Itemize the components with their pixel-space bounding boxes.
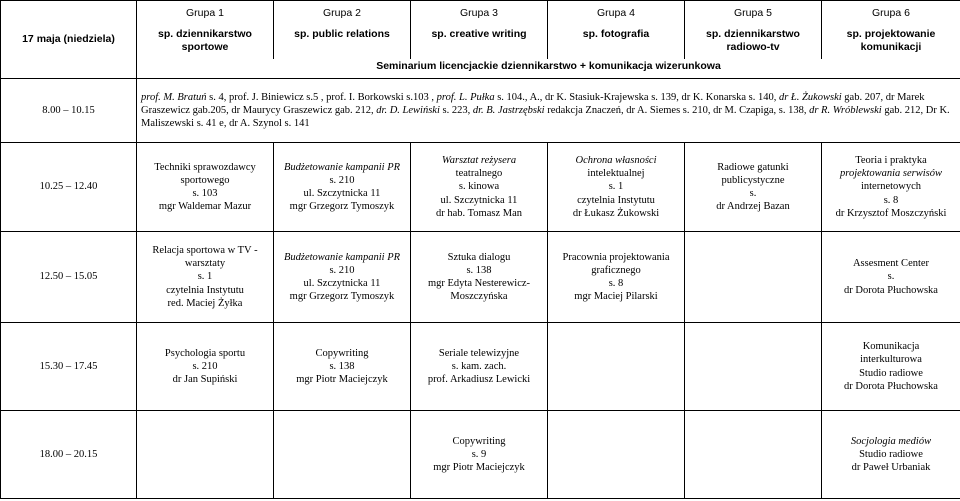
- class-cell: [137, 143, 274, 232]
- class-title: Radiowe gatunki: [717, 161, 789, 173]
- class-title: Socjologia mediów: [850, 435, 932, 447]
- empty-cell: [685, 323, 822, 411]
- class-cell: [411, 411, 548, 499]
- class-cell: [548, 232, 685, 323]
- class-teacher: mgr Grzegorz Tymoszyk: [289, 291, 395, 303]
- class-cell: [685, 143, 822, 232]
- class-teacher: mgr Maciej Pilarski: [574, 291, 658, 303]
- time-cell: 12.50 – 15.05: [1, 232, 137, 323]
- specialization-label: sp. fotografia: [548, 27, 685, 59]
- class-title: Komunikacja: [862, 341, 920, 353]
- class-title: Budżetowanie kampanii PR: [283, 161, 401, 173]
- class-title: Copywriting: [452, 435, 506, 447]
- class-room: s. 138: [329, 360, 355, 372]
- class-title: projektowania serwisów: [840, 168, 942, 180]
- class-title: Sztuka dialogu: [447, 251, 511, 263]
- class-room: s. 8: [608, 278, 624, 289]
- class-cell: [822, 411, 960, 499]
- empty-cell: [685, 232, 822, 323]
- class-cell: [822, 143, 960, 232]
- class-room: Studio radiowe: [859, 448, 923, 460]
- class-title: intelektualnej: [587, 168, 645, 180]
- class-cell: [411, 143, 548, 232]
- class-title: Teoria i praktyka: [855, 155, 927, 167]
- class-title: teatralnego: [455, 168, 503, 180]
- class-title: Seriale telewizyjne: [438, 347, 520, 359]
- timeslot-row: [1, 232, 960, 323]
- class-room: s. 210: [329, 174, 355, 186]
- empty-cell: [685, 411, 822, 499]
- class-room: s. kinowa: [458, 181, 500, 193]
- seminar-text-italic: dr. B. Jastrzębski: [472, 104, 545, 116]
- class-room: s. 103: [192, 188, 218, 199]
- class-address: czytelnia Instytutu: [577, 194, 655, 206]
- class-room: s. 9: [471, 448, 487, 460]
- seminar-text-italic: prof. M. Bratuń: [141, 91, 207, 103]
- class-title: Warsztat reżysera: [441, 155, 517, 167]
- class-room: s. kam. zach.: [451, 360, 507, 372]
- specialization-label: sp. creative writing: [411, 27, 548, 59]
- class-teacher: dr Krzysztof Moszczyński: [835, 207, 947, 219]
- timeslot-row: [1, 411, 960, 499]
- class-cell: [274, 323, 411, 411]
- empty-cell: [274, 411, 411, 499]
- class-title: Copywriting: [315, 347, 369, 359]
- specialization-label: sp. projektowanie komunikacji: [822, 27, 960, 59]
- class-room: s. 8: [883, 194, 899, 206]
- seminar-text-italic: dr. D. Lewiński: [376, 104, 440, 116]
- class-cell: [274, 232, 411, 323]
- group-header: Grupa 5: [685, 1, 822, 27]
- seminar-text: gab. 212, Dr K. Maliszewski s. 41 e, dr A. Szynol s. 141: [141, 104, 950, 130]
- class-room: s. 138: [466, 264, 492, 276]
- class-teacher: mgr Piotr Maciejczyk: [296, 374, 388, 386]
- seminar-text-italic: dr Ł. Żukowski: [778, 91, 842, 103]
- class-title: warsztaty: [184, 258, 226, 270]
- empty-cell: [548, 323, 685, 411]
- class-cell: [137, 232, 274, 323]
- class-title: publicystyczne: [721, 174, 785, 186]
- class-title: sportowego: [180, 174, 230, 186]
- class-room: s. 1: [197, 271, 213, 283]
- specialization-label: sp. public relations: [274, 27, 411, 59]
- class-teacher: dr hab. Tomasz Man: [436, 207, 522, 219]
- group-header: Grupa 3: [411, 1, 548, 27]
- class-address: ul. Szczytnicka 11: [303, 188, 381, 199]
- header-groups-row: [1, 1, 960, 27]
- time-cell: 15.30 – 17.45: [1, 323, 137, 411]
- class-address: ul. Szczytnicka 11: [440, 194, 518, 206]
- class-room: s. 210: [329, 264, 355, 276]
- class-teacher: Moszczyńska: [450, 291, 508, 303]
- class-cell: [822, 323, 960, 411]
- class-teacher: red. Maciej Żyłka: [167, 297, 243, 309]
- date-cell: 17 maja (niedziela): [1, 1, 137, 79]
- class-title: graficznego: [591, 264, 641, 276]
- seminar-text-italic: dr R. Wróblewski: [809, 104, 882, 116]
- class-room: Studio radiowe: [859, 367, 923, 379]
- class-address: ul. Szczytnicka 11: [303, 278, 381, 289]
- class-cell: [137, 323, 274, 411]
- time-cell: 18.00 – 20.15: [1, 411, 137, 499]
- class-teacher: dr Jan Supiński: [172, 374, 238, 386]
- class-teacher: mgr Edyta Nesterewicz-: [427, 278, 531, 289]
- seminar-text: s. 4, prof. J. Biniewicz s.5 , prof. I. Borkowski s.103 ,: [206, 91, 437, 103]
- class-teacher: mgr Waldemar Mazur: [158, 201, 252, 213]
- class-room: s. 210: [192, 360, 218, 372]
- seminar-title: Seminarium licencjackie dziennikarstwo + komunikacja wizerunkowa: [137, 59, 960, 79]
- group-header: Grupa 2: [274, 1, 411, 27]
- class-room: s. 1: [608, 181, 624, 193]
- class-teacher: dr Paweł Urbaniak: [851, 462, 931, 474]
- class-cell: [274, 143, 411, 232]
- class-title: Psychologia sportu: [164, 347, 246, 359]
- class-cell: [411, 232, 548, 323]
- specialization-label: sp. dziennikarstwo sportowe: [137, 27, 274, 59]
- class-title: Pracownia projektowania: [562, 251, 670, 263]
- class-teacher: mgr Grzegorz Tymoszyk: [289, 201, 395, 213]
- timeslot-row: [1, 79, 960, 143]
- class-room: s.: [887, 271, 895, 283]
- time-cell: 8.00 – 10.15: [1, 79, 137, 143]
- empty-cell: [137, 411, 274, 499]
- class-teacher: dr Łukasz Żukowski: [572, 207, 660, 219]
- class-teacher: dr Andrzej Bazan: [716, 201, 790, 213]
- class-cell: [548, 143, 685, 232]
- timeslot-row: [1, 323, 960, 411]
- class-title: Techniki sprawozdawcy: [154, 161, 256, 173]
- class-cell: [411, 323, 548, 411]
- class-teacher: prof. Arkadiusz Lewicki: [427, 374, 531, 386]
- class-title: interkulturowa: [860, 354, 922, 366]
- class-room: s.: [749, 188, 757, 199]
- seminar-text: redakcja Znaczeń, dr A. Siemes s. 210, dr M. Czapiga, s. 138,: [544, 104, 810, 116]
- timeslot-row: [1, 143, 960, 232]
- seminar-supervisors: [137, 79, 960, 143]
- empty-cell: [548, 411, 685, 499]
- class-title: internetowych: [860, 181, 922, 193]
- seminar-text: s. 104., A., dr K. Stasiuk-Krajewska s. 139, dr K. Konarska s. 140,: [494, 91, 779, 103]
- seminar-text: gab. 207, dr Marek Graszewicz gab.205, dr Maurycy Graszewicz gab. 212,: [141, 91, 925, 116]
- specialization-label: sp. dziennikarstwo radiowo-tv: [685, 27, 822, 59]
- group-header: Grupa 4: [548, 1, 685, 27]
- seminar-text-italic: prof. L. Pułka: [436, 91, 495, 103]
- group-header: Grupa 1: [137, 1, 274, 27]
- seminar-text: s. 223,: [439, 104, 473, 116]
- class-teacher: mgr Piotr Maciejczyk: [433, 462, 525, 474]
- header-specs-row: [1, 27, 960, 59]
- class-title: Ochrona własności: [575, 155, 657, 167]
- class-cell: [822, 232, 960, 323]
- time-cell: 10.25 – 12.40: [1, 143, 137, 232]
- seminar-banner-row: [1, 59, 960, 79]
- class-title: Budżetowanie kampanii PR: [283, 251, 401, 263]
- class-address: czytelnia Instytutu: [166, 284, 244, 296]
- group-header: Grupa 6: [822, 1, 960, 27]
- class-title: Assesment Center: [852, 258, 930, 270]
- class-teacher: dr Dorota Płuchowska: [844, 380, 938, 392]
- class-title: Relacja sportowa w TV -: [152, 245, 258, 257]
- class-teacher: dr Dorota Płuchowska: [844, 284, 938, 296]
